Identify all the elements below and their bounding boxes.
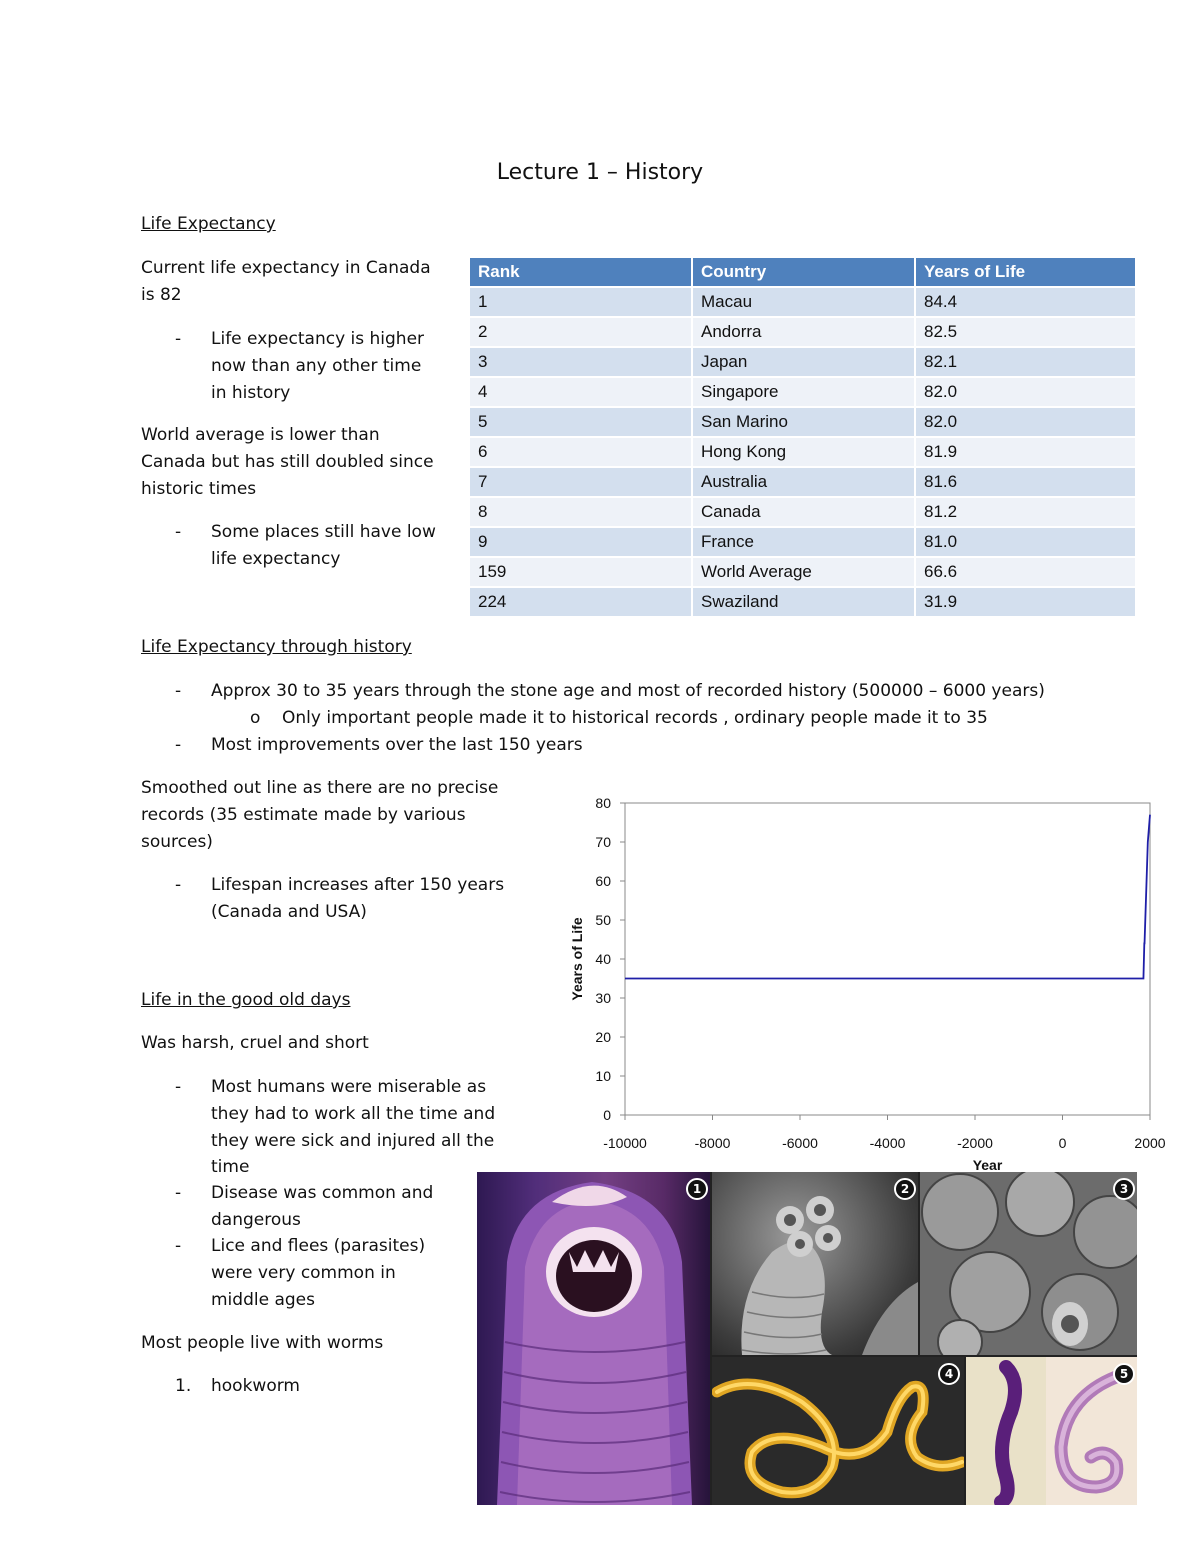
table-row	[470, 348, 1135, 378]
paragraph-line: records (35 estimate made by various	[141, 805, 466, 825]
bullet-text: they had to work all the time and	[211, 1104, 496, 1124]
panel-badge: 5	[1113, 1363, 1135, 1385]
panel-badge: 2	[894, 1178, 916, 1200]
cell-country: France	[693, 528, 914, 558]
cell-rank: 8	[470, 498, 691, 528]
cell-rank: 159	[470, 558, 691, 588]
cell-years: 82.0	[916, 408, 1135, 438]
bullet-text: in history	[211, 383, 291, 403]
bullet-dash: -	[175, 522, 182, 542]
x-tick-label: -4000	[869, 1135, 906, 1151]
table-row	[470, 498, 1135, 528]
panel-badge: 4	[938, 1363, 960, 1385]
table-row	[470, 318, 1135, 348]
life-expectancy-series-line	[625, 815, 1150, 979]
cell-country: Canada	[693, 498, 914, 528]
y-tick-label: 30	[595, 990, 611, 1006]
y-tick-label: 60	[595, 873, 611, 889]
bullet-dash: -	[175, 329, 182, 349]
roundworm-image	[712, 1357, 964, 1505]
panel-badge: 3	[1113, 1178, 1135, 1200]
panel-badge: 1	[686, 1178, 708, 1200]
column-header-years: Years of Life	[916, 258, 1135, 288]
cell-country: Japan	[693, 348, 914, 378]
cell-years: 84.4	[916, 288, 1135, 318]
tapeworm-illustration	[712, 1172, 918, 1355]
stained-worm-image	[966, 1357, 1137, 1505]
list-number: 1.	[175, 1376, 192, 1396]
table-row	[470, 438, 1135, 468]
cell-years: 82.1	[916, 348, 1135, 378]
stained-worm-illustration	[966, 1357, 1137, 1505]
bullet-text: Lice and flees (parasites)	[211, 1236, 426, 1256]
cell-years: 82.0	[916, 378, 1135, 408]
bullet-item	[175, 732, 775, 759]
cell-rank: 9	[470, 528, 691, 558]
section-heading-good-old-days: Life in the good old days	[141, 990, 351, 1010]
list-item-text: hookworm	[211, 1376, 300, 1396]
bullet-text: were very common in	[211, 1263, 396, 1283]
bullet-text: time	[211, 1157, 250, 1177]
cell-country: San Marino	[693, 408, 914, 438]
life-expectancy-line-chart	[560, 790, 1180, 1170]
bullet-text: dangerous	[211, 1210, 301, 1230]
page-title: Lecture 1 – History	[496, 160, 704, 185]
cell-rank: 4	[470, 378, 691, 408]
paragraph-line: Canada but has still doubled since	[141, 452, 434, 472]
column-header-rank: Rank	[470, 258, 691, 288]
bullet-text: Most humans were miserable as	[211, 1077, 487, 1097]
y-tick-label: 0	[603, 1107, 611, 1123]
bullet-text: Most improvements over the last 150 years	[211, 735, 583, 755]
numbered-list-item	[175, 1373, 475, 1400]
bullet-item	[175, 1074, 505, 1182]
x-tick-label: 2000	[1134, 1135, 1166, 1151]
bullet-dash: -	[175, 875, 182, 895]
y-tick-label: 50	[595, 912, 611, 928]
paragraph-line: Smoothed out line as there are no precise	[141, 778, 499, 798]
paragraph-line: Current life expectancy in Canada	[141, 258, 431, 278]
cell-rank: 3	[470, 348, 691, 378]
paragraph-line: is 82	[141, 285, 182, 305]
cell-country: Swaziland	[693, 588, 914, 618]
bullet-dash: -	[175, 735, 182, 755]
bullet-text: Only important people made it to historical records , ordinary people made it to 35	[282, 708, 988, 728]
table-row	[470, 528, 1135, 558]
x-axis-label: Year	[972, 1157, 1003, 1170]
bullet-text: Some places still have low	[211, 522, 436, 542]
section-heading-history: Life Expectancy through history	[141, 637, 412, 657]
bullet-item	[175, 678, 1075, 705]
paragraph-line: Most people live with worms	[141, 1333, 384, 1353]
x-tick-label: -8000	[694, 1135, 731, 1151]
bullet-dash: -	[175, 681, 182, 701]
cell-country: Andorra	[693, 318, 914, 348]
life-expectancy-table	[468, 258, 1137, 618]
cell-years: 81.6	[916, 468, 1135, 498]
tapeworm-scolex-image	[712, 1172, 918, 1355]
table-header-row	[470, 258, 1135, 288]
cell-rank: 1	[470, 288, 691, 318]
table-row	[470, 468, 1135, 498]
cell-rank: 5	[470, 408, 691, 438]
sub-bullet-marker: o	[250, 708, 261, 728]
bullet-text: middle ages	[211, 1290, 315, 1310]
cell-years: 81.0	[916, 528, 1135, 558]
x-tick-label: -2000	[957, 1135, 993, 1151]
cell-rank: 7	[470, 468, 691, 498]
bullet-item	[175, 519, 475, 573]
sub-bullet-item	[250, 705, 1050, 732]
bullet-text: Approx 30 to 35 years through the stone age and most of recorded history (500000 – 6000 years)	[211, 681, 1045, 701]
bullet-dash: -	[175, 1183, 182, 1203]
y-axis-label: Years of Life	[569, 917, 585, 1001]
cell-rank: 6	[470, 438, 691, 468]
bullet-dash: -	[175, 1236, 182, 1256]
x-tick-label: 0	[1058, 1135, 1067, 1151]
cell-country: World Average	[693, 558, 914, 588]
table-row	[470, 378, 1135, 408]
cell-country: Singapore	[693, 378, 914, 408]
bullet-text: Disease was common and	[211, 1183, 434, 1203]
column-header-country: Country	[693, 258, 914, 288]
x-tick-label: -10000	[603, 1135, 647, 1151]
y-tick-label: 40	[595, 951, 611, 967]
bullet-item	[175, 326, 475, 407]
bullet-text: now than any other time	[211, 356, 422, 376]
bullet-text: life expectancy	[211, 549, 341, 569]
bullet-dash: -	[175, 1077, 182, 1097]
x-tick-label: -6000	[782, 1135, 818, 1151]
cell-country: Hong Kong	[693, 438, 914, 468]
worm-eggs-illustration	[920, 1172, 1137, 1355]
bullet-text: they were sick and injured all the	[211, 1131, 495, 1151]
bullet-item	[175, 1233, 475, 1314]
y-tick-label: 80	[595, 795, 611, 811]
cell-years: 31.9	[916, 588, 1135, 618]
roundworm-illustration	[712, 1357, 964, 1505]
y-tick-label: 70	[595, 834, 611, 850]
worm-eggs-image	[920, 1172, 1137, 1355]
cell-country: Macau	[693, 288, 914, 318]
table-row	[470, 288, 1135, 318]
table-row	[470, 588, 1135, 618]
plot-area-border	[625, 803, 1150, 1115]
bullet-text: (Canada and USA)	[211, 902, 367, 922]
paragraph-line: Was harsh, cruel and short	[141, 1033, 369, 1053]
paragraph-line: World average is lower than	[141, 425, 380, 445]
cell-years: 81.9	[916, 438, 1135, 468]
cell-country: Australia	[693, 468, 914, 498]
y-tick-label: 20	[595, 1029, 611, 1045]
cell-years: 82.5	[916, 318, 1135, 348]
paragraph-line: historic times	[141, 479, 257, 499]
table-row	[470, 408, 1135, 438]
bullet-item	[175, 1180, 475, 1234]
parasitic-worms-figure	[477, 1172, 1137, 1505]
bullet-item	[175, 872, 535, 926]
bullet-text: Life expectancy is higher	[211, 329, 425, 349]
paragraph-line: sources)	[141, 832, 213, 852]
cell-years: 66.6	[916, 558, 1135, 588]
hookworm-mouth-image	[477, 1172, 710, 1505]
y-tick-label: 10	[595, 1068, 611, 1084]
table-row	[470, 558, 1135, 588]
bullet-text: Lifespan increases after 150 years	[211, 875, 505, 895]
cell-rank: 224	[470, 588, 691, 618]
cell-years: 81.2	[916, 498, 1135, 528]
hookworm-illustration	[477, 1172, 710, 1505]
section-heading-life-expectancy: Life Expectancy	[141, 214, 276, 234]
cell-rank: 2	[470, 318, 691, 348]
